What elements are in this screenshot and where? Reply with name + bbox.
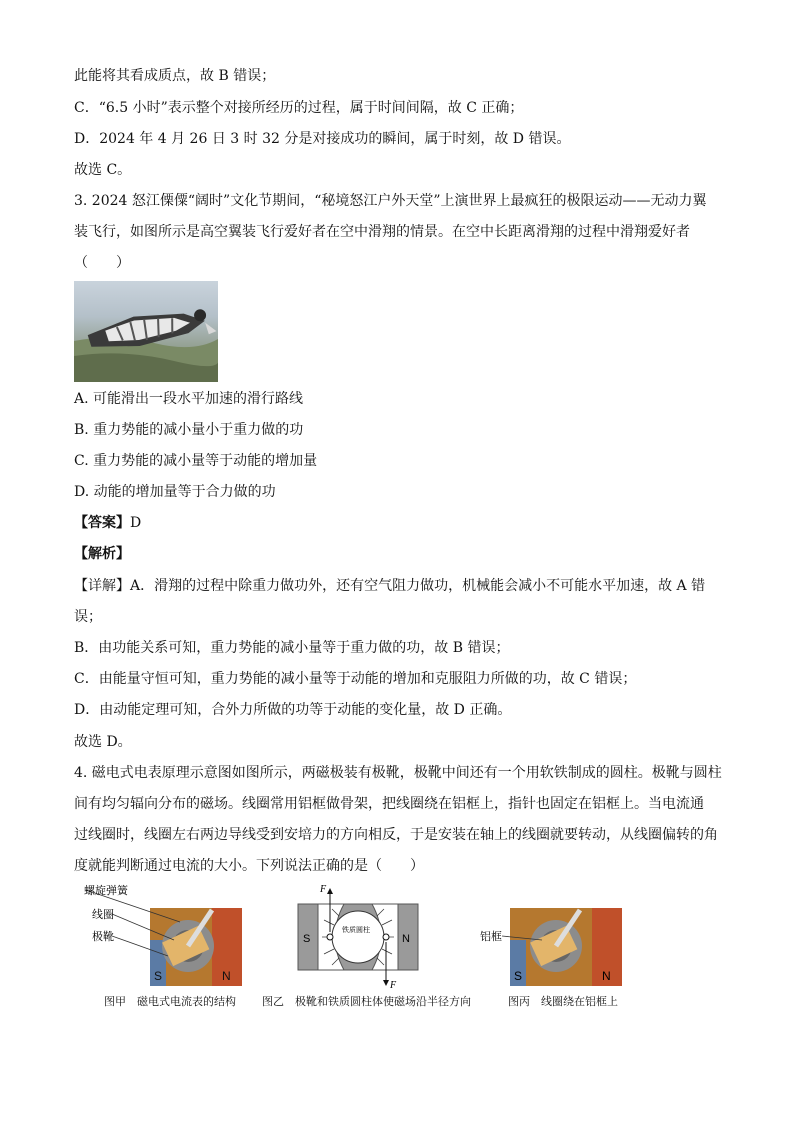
pole-n: N <box>602 969 611 983</box>
label-aluminum-frame: 铝框 <box>480 931 502 943</box>
radial-field-diagram <box>296 880 420 990</box>
q4-stem-4: 度就能判断通过电流的大小。下列说法正确的是（ ） <box>74 858 424 874</box>
detail-line-5: D．由动能定理可知，合外力所做的功等于动能的变化量，故 D 正确。 <box>74 702 512 718</box>
pole-s: S <box>303 933 311 945</box>
q3-choose: 故选 D。 <box>74 734 132 750</box>
galvanometer-structure-diagram <box>84 880 244 990</box>
force-label-bottom: F <box>390 980 397 990</box>
q4-stem-2: 间有均匀辐向分布的磁场。线圈常用铝框做骨架，把线圈绕在铝框上，指针也固定在铝框上。当电流通 <box>74 796 704 812</box>
prev-line-2: C．“6.5 小时”表示整个对接所经历的过程，属于时间间隔，故 C 正确； <box>74 100 524 116</box>
q3-option-c: C. 重力势能的减小量等于动能的增加量 <box>74 453 318 469</box>
q3-answer-row <box>74 513 141 533</box>
detail-line-4: C．由能量守恒可知，重力势能的减小量等于动能的增加和克服阻力所做的功，故 C 错误； <box>74 671 637 687</box>
detail-line-1 <box>74 576 705 596</box>
figure-a <box>84 880 244 990</box>
prev-line-1: 此能将其看成质点，故 B 错误； <box>74 68 276 84</box>
aluminum-frame-diagram <box>480 880 624 990</box>
pole-s: S <box>154 969 163 983</box>
q3-stem-1: 3. 2024 怒江傈僳“阔时”文化节期间，“秘境怒江户外天堂”上演世界上最疯狂的极限运动——无动力翼 <box>74 193 707 209</box>
figure-c <box>480 880 624 990</box>
label-coil: 线圈 <box>92 909 114 921</box>
figure-b <box>296 880 420 990</box>
q4-stem-3: 过线圈时，线圈左右两边导线受到安培力的方向相反，于是安装在轴上的线圈就要转动，从线圈偏转的角 <box>74 827 718 843</box>
figure-a-caption: 图甲 磁电式电流表的结构 <box>104 995 236 1008</box>
q4-stem-1: 4. 磁电式电表原理示意图如图所示，两磁极装有极靴，极靴中间还有一个用软铁制成的圆柱。极靴与圆柱 <box>74 765 722 781</box>
force-label-top: F <box>320 884 327 895</box>
answer-tag: 【答案】 <box>74 515 130 531</box>
detail-line-2: 误； <box>74 609 102 625</box>
analysis-tag: 【解析】 <box>74 546 130 562</box>
pole-n: N <box>402 933 410 945</box>
wingsuit-photo <box>74 281 218 382</box>
q3-blank: （ ） <box>74 255 130 271</box>
q3-option-b: B. 重力势能的减小量小于重力做的功 <box>74 422 304 438</box>
detail-line-3: B．由功能关系可知，重力势能的减小量等于重力做的功，故 B 错误； <box>74 640 510 656</box>
prev-line-3: D．2024 年 4 月 26 日 3 时 32 分是对接成功的瞬间，属于时刻，故 D 错误。 <box>74 131 571 147</box>
q3-stem-2: 装飞行，如图所示是高空翼装飞行爱好者在空中滑翔的情景。在空中长距离滑翔的过程中滑翔爱好者 <box>74 224 690 240</box>
pole-s: S <box>514 969 523 983</box>
detail-text-1: A．滑翔的过程中除重力做功外，还有空气阻力做功，机械能会减小不可能水平加速，故 A 错 <box>130 578 706 594</box>
pole-n: N <box>222 969 231 983</box>
label-spring: 螺旋弹簧 <box>84 885 128 897</box>
figure-b-caption: 图乙 极靴和铁质圆柱体使磁场沿半径方向 <box>262 995 471 1008</box>
figure-c-caption: 图丙 线圈绕在铝框上 <box>508 995 618 1008</box>
q3-option-d: D. 动能的增加量等于合力做的功 <box>74 484 276 500</box>
q3-option-a: A. 可能滑出一段水平加速的滑行路线 <box>74 391 304 407</box>
answer-value: D <box>130 515 142 531</box>
label-pole-shoe: 极靴 <box>92 931 114 943</box>
wingsuit-flyer-image <box>74 281 218 382</box>
prev-line-4: 故选 C。 <box>74 162 132 178</box>
detail-tag: 【详解】 <box>74 578 130 594</box>
iron-core-label: 铁质圆柱 <box>342 926 370 934</box>
